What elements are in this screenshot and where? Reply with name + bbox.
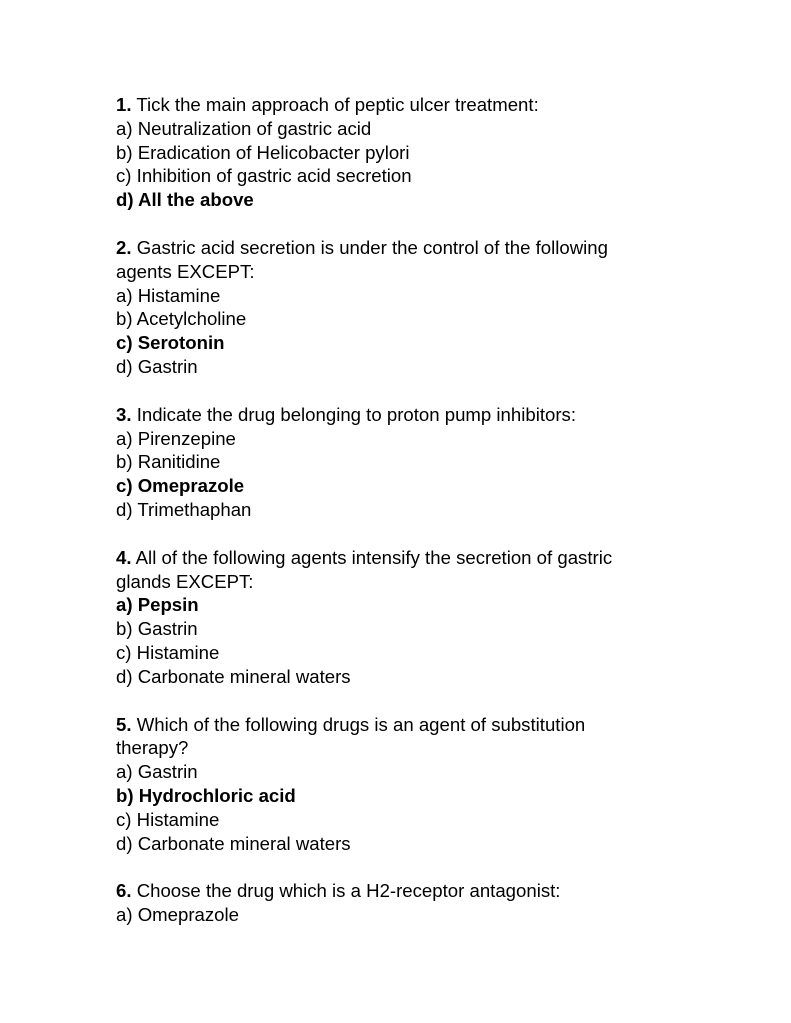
question-stem-text: Gastric acid secretion is under the control of the following [136, 236, 608, 258]
question-stem-line [116, 403, 756, 427]
question-stem-line [116, 713, 756, 737]
option-c-correct: c) Omeprazole [116, 475, 245, 497]
option-b-correct: b) Hydrochloric acid [116, 784, 296, 806]
question-stem-line: agents EXCEPT: [116, 260, 255, 282]
option-b: b) Ranitidine [116, 451, 221, 473]
option-a: a) Omeprazole [116, 904, 239, 926]
quiz-page [116, 93, 756, 951]
option-a-correct: a) Pepsin [116, 594, 199, 616]
question-stem-text: Indicate the drug belonging to proton pump inhibitors: [136, 403, 577, 425]
question-stem-text: Tick the main approach of peptic ulcer treatment: [136, 94, 539, 115]
question-stem-line [116, 546, 756, 570]
question-stem-line [116, 93, 756, 117]
question-stem-text: All of the following agents intensify the secretion of gastric [135, 546, 613, 568]
option-d-correct: d) All the above [116, 189, 254, 211]
option-c: c) Inhibition of gastric acid secretion [116, 165, 412, 187]
question-stem-line: glands EXCEPT: [116, 570, 254, 592]
option-c-correct: c) Serotonin [116, 332, 225, 354]
question-stem-text: Which of the following drugs is an agent of substitution [136, 713, 586, 735]
question-number: 4. [116, 546, 132, 568]
question-4 [116, 546, 756, 689]
option-a: a) Histamine [116, 284, 221, 306]
option-d: d) Carbonate mineral waters [116, 832, 351, 854]
option-d: d) Gastrin [116, 355, 198, 377]
question-1 [116, 93, 756, 212]
question-2 [116, 236, 756, 379]
question-stem-line [116, 879, 756, 903]
question-6 [116, 879, 756, 927]
question-5 [116, 713, 756, 856]
option-c: c) Histamine [116, 641, 220, 663]
question-number: 1. [116, 94, 132, 115]
question-number: 6. [116, 880, 132, 902]
option-a: a) Neutralization of gastric acid [116, 117, 372, 139]
question-number: 5. [116, 713, 132, 735]
option-a: a) Gastrin [116, 761, 198, 783]
option-a: a) Pirenzepine [116, 427, 236, 449]
question-stem-text: Choose the drug which is a H2-receptor antagonist: [136, 880, 561, 902]
option-b: b) Acetylcholine [116, 308, 247, 330]
option-b: b) Gastrin [116, 618, 198, 640]
option-d: d) Carbonate mineral waters [116, 665, 351, 687]
question-3 [116, 403, 756, 522]
question-stem-line: therapy? [116, 737, 189, 759]
option-d: d) Trimethaphan [116, 498, 252, 520]
question-stem-line [116, 236, 756, 260]
question-number: 2. [116, 236, 132, 258]
question-number: 3. [116, 403, 132, 425]
option-b: b) Eradication of Helicobacter pylori [116, 141, 410, 163]
option-c: c) Histamine [116, 808, 220, 830]
